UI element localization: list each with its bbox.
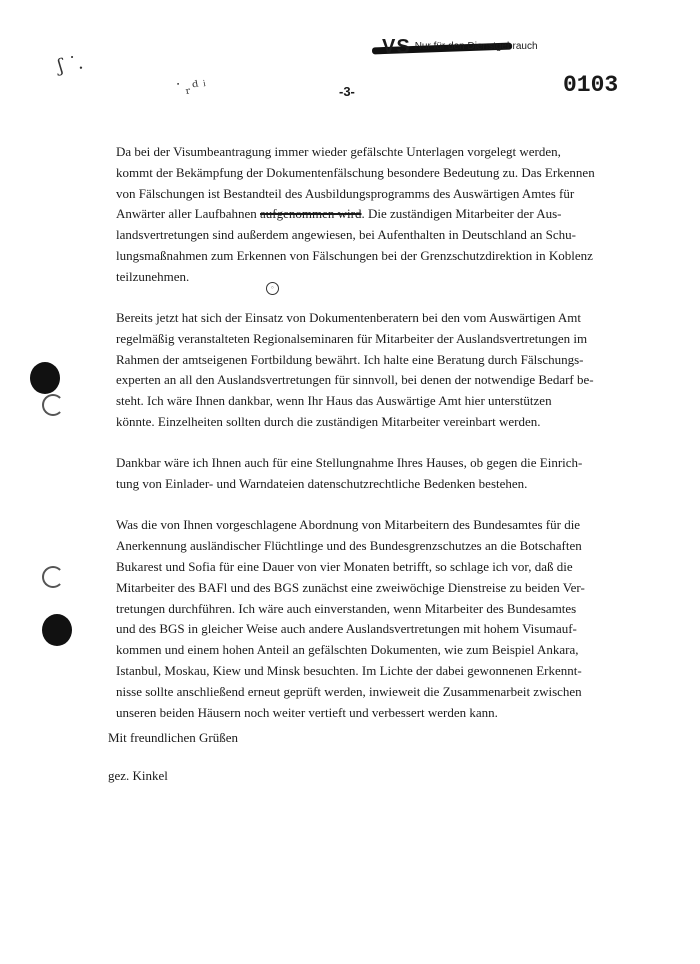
document-number: 0103 [563,72,619,98]
paragraph-1 [116,142,606,288]
page-number: -3- [339,84,355,99]
paragraph-4 [116,515,606,723]
text-line: kommt der Bekämpfung der Dokumentenfälschung besondere Bedeutung zu. Das Erkennen [116,164,595,180]
struck-text: aufgenommen wird [260,206,362,222]
stamp-rest: Nur für den Dienstgebrauch [414,41,538,52]
text-line: von Fälschungen ist Bestandteil des Ausbildungsprogramms des Auswärtigen Amtes für [116,185,575,201]
text-line: lungsmaßnahmen zum Erkennen von Fälschungen bei der Grenzschutzdirektion in Koblenz [116,247,593,263]
paragraph-3 [116,453,606,495]
text-line: und des BGS in gleicher Weise auch andere Auslandsvertretungen mit hohem Visumauf- [116,621,577,637]
text-line: Da bei der Visumbeantragung immer wieder gefälschte Unterlagen vorgelegt werden, [116,144,561,159]
closing-salutation: Mit freundlichen Grüßen [108,730,238,745]
text-line: landsvertretungen sind außerdem angewiesen, bei Aufenthalten in Deutschland an Schu- [116,227,576,243]
handwritten-initials-icon: ˙ᵣᵈ ͥ [173,75,209,100]
text-line: Dankbar wäre ich Ihnen auch für eine Stellungnahme Ihres Hauses, ob gegen die Einrich- [116,455,583,471]
text-line: Bukarest und Sofia für eine Dauer von vier Monaten betrifft, so schlage ich vor, daß die [116,559,573,575]
letter-body [116,142,606,744]
text-line: experten an all den Auslandsvertretungen für sinnvoll, bei denen der notwendige Bedarf be- [116,372,594,388]
punch-hole-icon [42,614,72,646]
text-line: Anerkennung ausländischer Flüchtlinge und des Bundesgrenzschutzes an die Botschaften [116,538,582,554]
punch-hole-ring-icon [42,566,64,588]
punch-hole-icon [30,362,60,394]
text-line: Istanbul, Moskau, Kiew und Minsk besuchten. Im Lichte der dabei gewonnenen Erkennt- [116,663,582,679]
text-line [116,204,606,225]
circled-mark-icon: ◦ [266,282,279,295]
text-line: regelmäßig veranstalteten Regionalseminaren für Mitarbeiter der Auslandsvertretungen im [116,330,588,346]
handwritten-mark-icon: ʃ ˙. [56,52,85,77]
text-line: tung von Einlader- und Warndateien datenschutzrechtliche Bedenken bestehen. [116,476,528,492]
text-line: könnte. Einzelheiten sollten durch die zuständigen Mitarbeiter vereinbart werden. [116,414,541,430]
text-line: Bereits jetzt hat sich der Einsatz von Dokumentenberatern bei den vom Auswärtigen Amt [116,310,581,326]
text-line: Rahmen der amtseigenen Fortbildung bewährt. Ich halte eine Beratung durch Fälschungs- [116,351,584,367]
text-line: tretungen durchführen. Ich wäre auch einverstanden, wenn Mitarbeiter des Bundesamtes [116,600,577,616]
text-segment: Anwärter aller Laufbahnen [116,206,257,222]
punch-hole-ring-icon [42,394,64,416]
classification-stamp [382,36,538,59]
text-line: steht. Ich wäre Ihnen dankbar, wenn Ihr Haus das Auswärtige Amt hier unterstützen [116,393,552,409]
text-line: Was die von Ihnen vorgeschlagene Abordnung von Mitarbeitern des Bundesamtes für die [116,517,581,533]
signature-line: gez. Kinkel [108,768,168,783]
stamp-main: VS [382,36,411,58]
paragraph-2 [116,308,606,433]
text-line: kommen und einem hohen Anteil an gefälschten Dokumenten, wie zum Beispiel Ankara, [116,642,579,658]
text-line: Mitarbeiter des BAFl und des BGS zunächst eine zweiwöchige Dienstreise zu beiden Ver- [116,579,585,595]
text-segment: . Die zuständigen Mitarbeiter der Aus- [361,206,562,222]
text-line: teilzunehmen. [116,268,190,284]
text-line: unseren beiden Häusern noch weiter vertieft und verbessert werden kann. [116,704,498,720]
text-line: nisse sollte anschließend erneut geprüft werden, inwieweit die Zusammenarbeit zwischen [116,683,582,699]
